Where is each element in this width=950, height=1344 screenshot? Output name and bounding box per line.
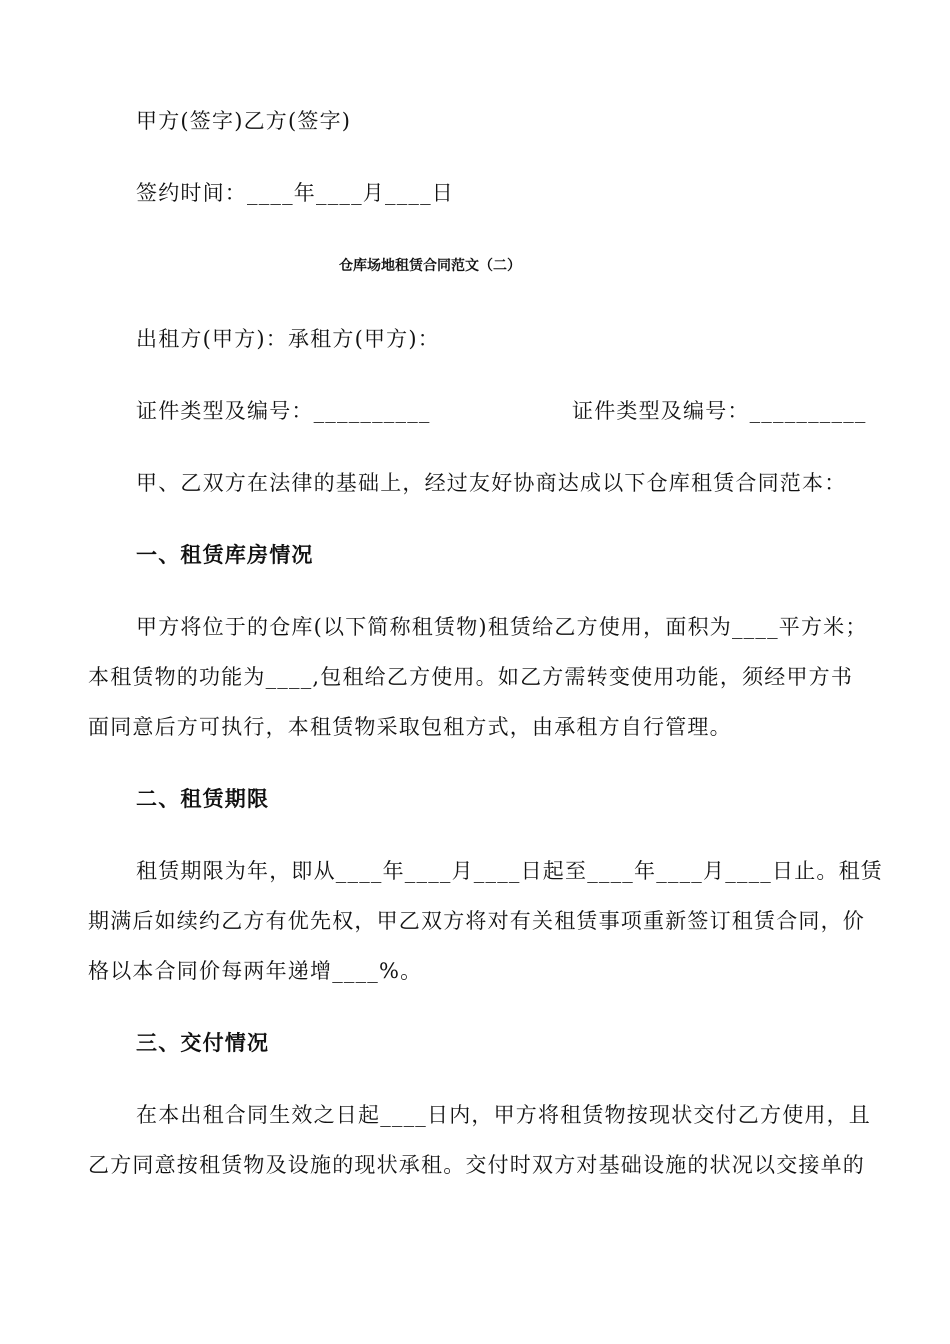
section-2-line-3: 格以本合同价每两年递增____%。 bbox=[88, 959, 423, 983]
section-1-line-1: 甲方将位于的仓库(以下简称租赁物)租赁给乙方使用，面积为____平方米； bbox=[136, 615, 868, 639]
signature-line: 甲方(签字)乙方(签字) bbox=[136, 109, 352, 133]
section-3-line-1: 在本出租合同生效之日起____日内，甲方将租赁物按现状交付乙方使用，且 bbox=[136, 1103, 871, 1127]
section-1-line-3: 面同意后方可执行，本租赁物采取包租方式，由承租方自行管理。 bbox=[88, 715, 732, 739]
id-line bbox=[136, 396, 926, 426]
document-title: 仓库场地租赁合同范文（二） bbox=[339, 258, 521, 274]
section-3-heading: 三、交付情况 bbox=[136, 1030, 270, 1055]
signing-date-line: 签约时间：____年____月____日 bbox=[136, 181, 454, 205]
section-1-heading: 一、租赁库房情况 bbox=[136, 542, 314, 567]
parties-line: 出租方(甲方)：承租方(甲方)： bbox=[136, 327, 440, 351]
section-1-line-2: 本租赁物的功能为____,包租给乙方使用。如乙方需转变使用功能，须经甲方书 bbox=[88, 665, 854, 689]
section-2-line-1: 租赁期限为年，即从____年____月____日起至____年____月____日止。租赁 bbox=[136, 859, 883, 883]
id-right: 证件类型及编号：__________ bbox=[572, 399, 867, 423]
section-2-line-2: 期满后如续约乙方有优先权，甲乙双方将对有关租赁事项重新签订租赁合同，价 bbox=[88, 909, 865, 933]
section-2-heading: 二、租赁期限 bbox=[136, 786, 270, 811]
id-left: 证件类型及编号：__________ bbox=[136, 399, 431, 423]
intro-paragraph: 甲、乙双方在法律的基础上，经过友好协商达成以下仓库租赁合同范本： bbox=[136, 471, 847, 495]
section-3-line-2: 乙方同意按租赁物及设施的现状承租。交付时双方对基础设施的状况以交接单的 bbox=[88, 1153, 865, 1177]
